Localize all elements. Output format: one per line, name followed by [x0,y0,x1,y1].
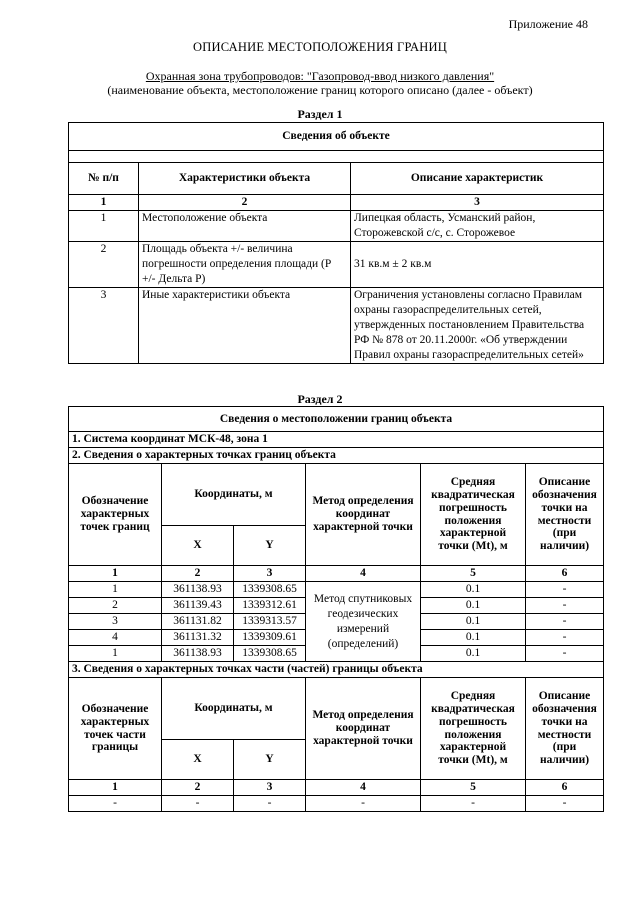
point-id: 4 [69,630,162,646]
point-mt: 0.1 [421,614,526,630]
col-x-header: X [162,526,234,566]
parts-title: 3. Сведения о характерных точках части (частей) границы объекта [69,662,604,678]
point-x: 361131.32 [162,630,234,646]
table-row [69,582,604,598]
method-cell: Метод спутниковых геодезических измерений (определений) [306,582,421,662]
point-y: 1339312.61 [234,598,306,614]
boundary-table [68,406,604,812]
table-row [69,211,604,242]
index-cell: 4 [306,566,421,582]
col-x-header: X [162,740,234,780]
object-note: (наименование объекта, местоположение границ которого описано (далее - объект) [107,83,533,97]
index-cell: 5 [421,566,526,582]
point-descr: - [526,630,604,646]
point-y: 1339308.65 [234,646,306,662]
col-part-point-header: Обозначение характерных точек части границы [69,678,162,780]
row-num: 1 [69,211,139,242]
col-coords-header: Координаты, м [162,678,306,740]
point-id: 3 [69,614,162,630]
col-point-header: Обозначение характерных точек границ [69,464,162,566]
index-cell: 1 [69,780,162,796]
row-desc: Липецкая область, Усманский район, Сторожевской с/с, с. Сторожевое [351,211,604,242]
appendix-label: Приложение 48 [508,17,588,31]
row-num: 2 [69,242,139,288]
index-cell: 3 [234,780,306,796]
row-char: Иные характеристики объекта [139,288,351,364]
col-error-header: Средняя квадратическая погрешность положения характерной точки (Mt), м [421,678,526,780]
index-cell: 3 [351,195,604,211]
document-title: ОПИСАНИЕ МЕСТОПОЛОЖЕНИЯ ГРАНИЦ [193,40,447,54]
point-descr: - [526,614,604,630]
point-mt: 0.1 [421,598,526,614]
section1-title: Раздел 1 [297,107,343,121]
index-cell: 2 [162,566,234,582]
index-cell: 2 [139,195,351,211]
table-row [69,242,604,288]
object-name-text: Охранная зона трубопроводов: "Газопровод-ввод низкого давления" [145,69,495,83]
row-num: 3 [69,288,139,364]
col-y-header: Y [234,740,306,780]
col-descr-header: Описание обозначения точки на местности (при наличии) [526,678,604,780]
row-desc: 31 кв.м ± 2 кв.м [351,242,604,288]
coord-system: 1. Система координат МСК-48, зона 1 [69,432,604,448]
point-x: 361138.93 [162,646,234,662]
point-mt: 0.1 [421,582,526,598]
object-info-table [68,122,604,364]
col-method-header: Метод определения координат характерной точки [306,464,421,566]
table-row [69,288,604,364]
empty-row [69,151,604,163]
index-cell: 5 [421,780,526,796]
col-desc-header: Описание характеристик [351,163,604,195]
col-error-header: Средняя квадратическая погрешность положения характерной точки (Mt), м [421,464,526,566]
part-cell: - [162,796,234,812]
point-id: 2 [69,598,162,614]
point-x: 361138.93 [162,582,234,598]
index-cell: 6 [526,780,604,796]
point-x: 361131.82 [162,614,234,630]
part-cell: - [234,796,306,812]
part-cell: - [69,796,162,812]
index-cell: 1 [69,566,162,582]
index-cell: 6 [526,566,604,582]
point-mt: 0.1 [421,646,526,662]
index-cell: 3 [234,566,306,582]
col-char-header: Характеристики объекта [139,163,351,195]
point-y: 1339308.65 [234,582,306,598]
table-row [69,796,604,812]
col-y-header: Y [234,526,306,566]
object-name [0,69,640,84]
part-cell: - [526,796,604,812]
part-cell: - [306,796,421,812]
point-id: 1 [69,582,162,598]
col-method-header: Метод определения координат характерной точки [306,678,421,780]
point-mt: 0.1 [421,630,526,646]
row-char: Площадь объекта +/- величина погрешности определения площади (P +/- Дельта P) [139,242,351,288]
row-char: Местоположение объекта [139,211,351,242]
section2-title: Раздел 2 [297,392,343,406]
point-descr: - [526,598,604,614]
point-y: 1339309.61 [234,630,306,646]
point-y: 1339313.57 [234,614,306,630]
col-num-header: № п/п [69,163,139,195]
point-x: 361139.43 [162,598,234,614]
col-coords-header: Координаты, м [162,464,306,526]
col-descr-header: Описание обозначения точки на местности (при наличии) [526,464,604,566]
part-cell: - [421,796,526,812]
object-info-table-title: Сведения об объекте [69,123,604,151]
index-cell: 1 [69,195,139,211]
boundary-table-title: Сведения о местоположении границ объекта [69,407,604,432]
index-cell: 4 [306,780,421,796]
points-title: 2. Сведения о характерных точках границ объекта [69,448,604,464]
row-desc: Ограничения установлены согласно Правилам охраны газораспределительных сетей, утвержденных постановлением Правительства РФ № 878 от 20.11.2000г. «Об утверждении Правил охраны газораспределительных сетей» [351,288,604,364]
point-descr: - [526,582,604,598]
point-descr: - [526,646,604,662]
point-id: 1 [69,646,162,662]
index-cell: 2 [162,780,234,796]
